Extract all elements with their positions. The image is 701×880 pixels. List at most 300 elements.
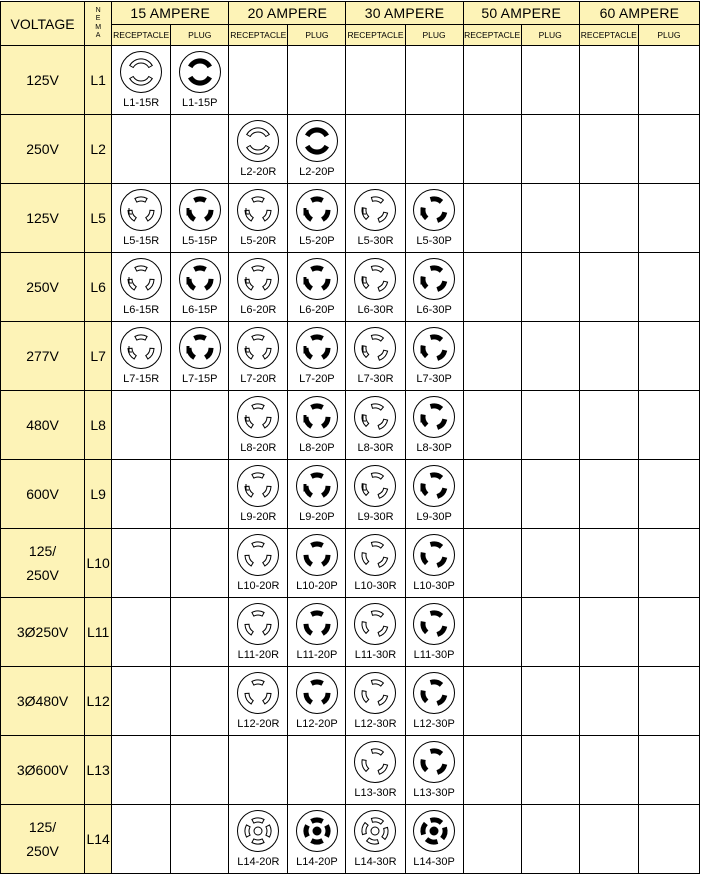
face-outline <box>296 190 337 231</box>
receptacle-face-icon <box>236 671 280 715</box>
device <box>346 253 404 316</box>
device-cell <box>288 598 346 667</box>
device-label: L13-30R <box>354 787 397 799</box>
empty-cell <box>638 115 699 184</box>
blade-arc <box>135 266 147 271</box>
device-label: L2-20P <box>299 166 335 178</box>
device <box>288 667 345 730</box>
empty-cell <box>638 391 699 460</box>
empty-cell <box>579 529 638 598</box>
empty-cell <box>521 253 579 322</box>
face-outline <box>238 466 279 507</box>
empty-cell <box>463 322 521 391</box>
receptacle-face-icon <box>353 809 397 853</box>
face-outline <box>296 259 337 300</box>
voltage-cell: 600V <box>1 460 85 529</box>
plug-face-icon <box>295 809 339 853</box>
nema-code-cell: L9 <box>85 460 112 529</box>
device-label: L6-20R <box>240 304 277 316</box>
empty-cell <box>579 598 638 667</box>
plug-subheader: PLUG <box>521 25 579 46</box>
device-cell <box>405 322 463 391</box>
device <box>406 322 463 385</box>
empty-cell <box>112 391 171 460</box>
receptacle-face-icon <box>353 395 397 439</box>
plug-subheader: PLUG <box>638 25 699 46</box>
nema-code-cell: L12 <box>85 667 112 736</box>
face-outline <box>296 604 337 645</box>
device-label: L14-30P <box>413 856 455 868</box>
empty-cell <box>638 253 699 322</box>
device-cell <box>229 391 288 460</box>
device-cell <box>229 805 288 874</box>
device-label: L7-15P <box>182 373 218 385</box>
empty-cell <box>171 391 229 460</box>
plug-face-icon <box>412 671 456 715</box>
receptacle-face-icon <box>353 464 397 508</box>
empty-cell <box>521 805 579 874</box>
device <box>229 529 287 592</box>
device <box>288 391 345 454</box>
plug-face-icon <box>295 602 339 646</box>
empty-cell <box>463 598 521 667</box>
device-label: L13-30P <box>413 787 455 799</box>
device <box>346 391 404 454</box>
device <box>288 460 345 523</box>
face-outline <box>238 397 279 438</box>
empty-cell <box>521 529 579 598</box>
table-row <box>1 460 700 529</box>
device-label: L10-30P <box>413 580 455 592</box>
device-cell <box>405 184 463 253</box>
device-label: L7-30R <box>357 373 394 385</box>
receptacle-face-icon <box>353 602 397 646</box>
empty-cell <box>579 460 638 529</box>
empty-cell <box>171 805 229 874</box>
face-outline <box>414 190 455 231</box>
device-label: L11-20R <box>237 649 280 661</box>
empty-cell <box>638 736 699 805</box>
device-cell <box>171 184 229 253</box>
empty-cell <box>638 805 699 874</box>
empty-cell <box>463 529 521 598</box>
nema-code-cell: L14 <box>85 805 112 874</box>
voltage-cell: 3Ø250V <box>1 598 85 667</box>
nema-code-cell: L10 <box>85 529 112 598</box>
device <box>346 667 404 730</box>
device-label: L6-15R <box>123 304 160 316</box>
device-cell <box>288 529 346 598</box>
receptacle-face-icon <box>236 602 280 646</box>
device <box>288 253 345 316</box>
device-cell <box>405 391 463 460</box>
device-label: L5-30P <box>416 235 452 247</box>
empty-cell <box>463 667 521 736</box>
empty-cell <box>521 115 579 184</box>
device-cell <box>288 184 346 253</box>
table-row <box>1 46 700 115</box>
empty-cell <box>463 736 521 805</box>
blade-arc <box>311 266 323 271</box>
device-label: L9-20P <box>299 511 335 523</box>
device <box>229 322 287 385</box>
blade-arc <box>311 335 323 340</box>
plug-face-icon <box>412 533 456 577</box>
device-cell <box>171 253 229 322</box>
face-outline <box>355 190 396 231</box>
device-label: L9-30R <box>357 511 394 523</box>
plug-face-icon <box>412 740 456 784</box>
nema-letter: M <box>95 23 102 31</box>
device-cell <box>288 322 346 391</box>
receptacle-subheader: RECEPTACLE <box>229 25 288 46</box>
ampere-header-50: 50 AMPERE <box>463 2 579 25</box>
plug-face-icon <box>295 188 339 232</box>
empty-cell <box>112 598 171 667</box>
plug-face-icon <box>412 464 456 508</box>
empty-cell <box>112 529 171 598</box>
device <box>229 115 287 178</box>
empty-cell <box>579 805 638 874</box>
blade-arc <box>311 542 323 547</box>
face-outline <box>414 673 455 714</box>
empty-cell <box>171 598 229 667</box>
device <box>406 391 463 454</box>
blade-arc <box>252 404 264 409</box>
device <box>346 460 404 523</box>
device <box>406 529 463 592</box>
blade-arc <box>252 680 264 685</box>
blade-arc <box>252 266 264 271</box>
face-outline <box>179 52 220 93</box>
empty-cell <box>521 460 579 529</box>
device-cell <box>405 253 463 322</box>
device <box>288 184 345 247</box>
device-cell <box>405 805 463 874</box>
device-label: L7-15R <box>123 373 160 385</box>
table-row <box>1 391 700 460</box>
empty-cell <box>171 529 229 598</box>
receptacle-face-icon <box>236 119 280 163</box>
blade-arc <box>252 542 264 547</box>
device-cell <box>171 322 229 391</box>
voltage-cell: 125/ 250V <box>1 529 85 598</box>
blade-arc <box>194 266 206 271</box>
receptacle-face-icon <box>236 257 280 301</box>
device <box>171 322 228 385</box>
face-outline <box>296 673 337 714</box>
device-cell <box>229 529 288 598</box>
empty-cell <box>171 667 229 736</box>
empty-cell <box>579 184 638 253</box>
device-label: L1-15R <box>123 97 160 109</box>
device <box>229 184 287 247</box>
device-label: L8-30P <box>416 442 452 454</box>
plug-face-icon <box>412 188 456 232</box>
device <box>406 598 463 661</box>
blade-arc <box>311 473 323 478</box>
face-outline <box>414 397 455 438</box>
device-label: L10-30R <box>354 580 397 592</box>
plug-face-icon <box>178 257 222 301</box>
blade-arc <box>311 197 323 202</box>
device <box>346 322 404 385</box>
receptacle-face-icon <box>119 188 163 232</box>
empty-cell <box>405 115 463 184</box>
receptacle-subheader: RECEPTACLE <box>463 25 521 46</box>
nema-code-cell: L2 <box>85 115 112 184</box>
face-outline <box>296 328 337 369</box>
nema-code-cell: L13 <box>85 736 112 805</box>
device-label: L10-20R <box>237 580 280 592</box>
ampere-header-15: 15 AMPERE <box>112 2 229 25</box>
device-label: L11-30P <box>413 649 455 661</box>
empty-cell <box>579 115 638 184</box>
nema-chart-table <box>0 1 700 874</box>
empty-cell <box>521 598 579 667</box>
voltage-cell: 277V <box>1 322 85 391</box>
plug-face-icon <box>178 188 222 232</box>
blade-arc <box>135 335 147 340</box>
blade-arc <box>135 197 147 202</box>
device <box>171 253 228 316</box>
blade-arc <box>252 473 264 478</box>
device-label: L6-30R <box>357 304 394 316</box>
device-cell <box>346 253 405 322</box>
receptacle-face-icon <box>236 533 280 577</box>
table-row <box>1 184 700 253</box>
empty-cell <box>638 598 699 667</box>
plug-face-icon <box>412 257 456 301</box>
empty-cell <box>579 736 638 805</box>
device-cell <box>346 805 405 874</box>
device-cell <box>405 598 463 667</box>
receptacle-subheader: RECEPTACLE <box>112 25 171 46</box>
empty-cell <box>579 667 638 736</box>
plug-face-icon <box>412 809 456 853</box>
ampere-header-60: 60 AMPERE <box>579 2 699 25</box>
device <box>406 253 463 316</box>
voltage-cell: 125/ 250V <box>1 805 85 874</box>
face-outline <box>121 52 162 93</box>
device-label: L9-20R <box>240 511 277 523</box>
empty-cell <box>638 667 699 736</box>
plug-face-icon <box>295 119 339 163</box>
empty-cell <box>638 46 699 115</box>
device <box>171 184 228 247</box>
face-outline <box>296 535 337 576</box>
voltage-cell: 480V <box>1 391 85 460</box>
blade-arc <box>311 611 323 616</box>
receptacle-face-icon <box>236 809 280 853</box>
empty-cell <box>288 46 346 115</box>
device-label: L5-30R <box>357 235 394 247</box>
table-row <box>1 253 700 322</box>
device <box>346 184 404 247</box>
device-cell <box>288 253 346 322</box>
voltage-header: VOLTAGE <box>1 2 85 46</box>
device-cell <box>405 460 463 529</box>
receptacle-face-icon <box>119 50 163 94</box>
empty-cell <box>463 253 521 322</box>
voltage-cell: 3Ø480V <box>1 667 85 736</box>
nema-code-cell: L6 <box>85 253 112 322</box>
voltage-cell: 3Ø600V <box>1 736 85 805</box>
table-row <box>1 115 700 184</box>
device <box>346 529 404 592</box>
device-label: L2-20R <box>240 166 277 178</box>
empty-cell <box>229 736 288 805</box>
device-label: L9-30P <box>416 511 452 523</box>
empty-cell <box>638 460 699 529</box>
device-cell <box>112 322 171 391</box>
empty-cell <box>171 115 229 184</box>
empty-cell <box>638 322 699 391</box>
plug-face-icon <box>295 533 339 577</box>
receptacle-subheader: RECEPTACLE <box>579 25 638 46</box>
nema-code-cell: L7 <box>85 322 112 391</box>
device-cell <box>288 667 346 736</box>
device-cell <box>346 667 405 736</box>
plug-face-icon <box>178 50 222 94</box>
nema-code-cell: L11 <box>85 598 112 667</box>
plug-face-icon <box>412 326 456 370</box>
blade-arc <box>252 818 264 823</box>
face-outline <box>238 190 279 231</box>
receptacle-face-icon <box>236 188 280 232</box>
empty-cell <box>171 460 229 529</box>
device-label: L5-15P <box>182 235 218 247</box>
table-row <box>1 667 700 736</box>
device-cell <box>346 184 405 253</box>
face-outline <box>355 535 396 576</box>
receptacle-face-icon <box>353 257 397 301</box>
nema-code-cell: L5 <box>85 184 112 253</box>
device-label: L12-30R <box>354 718 397 730</box>
receptacle-subheader: RECEPTACLE <box>346 25 405 46</box>
device <box>112 184 170 247</box>
device-cell <box>171 46 229 115</box>
device-label: L7-20R <box>240 373 277 385</box>
device <box>288 322 345 385</box>
device <box>229 253 287 316</box>
device-label: L11-20P <box>296 649 338 661</box>
empty-cell <box>405 46 463 115</box>
device-cell <box>346 529 405 598</box>
table-row <box>1 322 700 391</box>
device-label: L6-15P <box>182 304 218 316</box>
device-label: L7-30P <box>416 373 452 385</box>
plug-face-icon <box>295 326 339 370</box>
receptacle-face-icon <box>353 326 397 370</box>
blade-arc <box>266 825 271 837</box>
face-outline <box>179 190 220 231</box>
blade-arc <box>194 197 206 202</box>
blade-arc <box>304 825 309 837</box>
blade-arc <box>252 335 264 340</box>
device <box>406 736 463 799</box>
receptacle-face-icon <box>236 395 280 439</box>
device-cell <box>112 184 171 253</box>
plug-subheader: PLUG <box>171 25 229 46</box>
device <box>229 391 287 454</box>
blade-arc <box>325 825 330 837</box>
face-outline <box>296 466 337 507</box>
face-outline <box>179 328 220 369</box>
device-cell <box>229 184 288 253</box>
face-outline <box>355 466 396 507</box>
face-outline <box>121 259 162 300</box>
plug-subheader: PLUG <box>405 25 463 46</box>
device <box>346 598 404 661</box>
device-label: L5-15R <box>123 235 160 247</box>
voltage-cell: 125V <box>1 184 85 253</box>
device-cell <box>346 460 405 529</box>
voltage-cell: 250V <box>1 253 85 322</box>
empty-cell <box>579 253 638 322</box>
voltage-cell: 125V <box>1 46 85 115</box>
blade-arc <box>245 825 250 837</box>
nema-header <box>85 2 112 46</box>
device-label: L5-20R <box>240 235 277 247</box>
device-label: L11-30R <box>354 649 397 661</box>
plug-face-icon <box>295 257 339 301</box>
nema-letter: N <box>95 7 101 15</box>
nema-letter: A <box>95 31 101 39</box>
face-outline <box>414 466 455 507</box>
device-label: L8-20R <box>240 442 277 454</box>
device <box>346 736 404 799</box>
device <box>288 598 345 661</box>
device-cell <box>405 529 463 598</box>
center-pin <box>371 827 379 835</box>
face-outline <box>238 121 279 162</box>
device-label: L12-20P <box>296 718 338 730</box>
empty-cell <box>171 736 229 805</box>
empty-cell <box>288 736 346 805</box>
device <box>406 460 463 523</box>
face-outline <box>238 259 279 300</box>
plug-subheader: PLUG <box>288 25 346 46</box>
device-label: L14-30R <box>354 856 397 868</box>
device-cell <box>229 598 288 667</box>
nema-code-cell: L8 <box>85 391 112 460</box>
device <box>229 667 287 730</box>
table-row <box>1 598 700 667</box>
device-label: L14-20P <box>296 856 338 868</box>
device-cell <box>229 115 288 184</box>
device-cell <box>405 736 463 805</box>
face-outline <box>238 673 279 714</box>
empty-cell <box>112 736 171 805</box>
blade-arc <box>252 839 264 844</box>
device-label: L8-30R <box>357 442 394 454</box>
empty-cell <box>463 805 521 874</box>
device <box>229 805 287 868</box>
device-cell <box>405 667 463 736</box>
device-cell <box>288 391 346 460</box>
blade-arc <box>252 197 264 202</box>
empty-cell <box>463 391 521 460</box>
empty-cell <box>521 391 579 460</box>
device-label: L6-20P <box>299 304 335 316</box>
nema-code-cell: L1 <box>85 46 112 115</box>
face-outline <box>296 121 337 162</box>
empty-cell <box>579 46 638 115</box>
device-cell <box>229 667 288 736</box>
ampere-header-30: 30 AMPERE <box>346 2 463 25</box>
empty-cell <box>346 115 405 184</box>
